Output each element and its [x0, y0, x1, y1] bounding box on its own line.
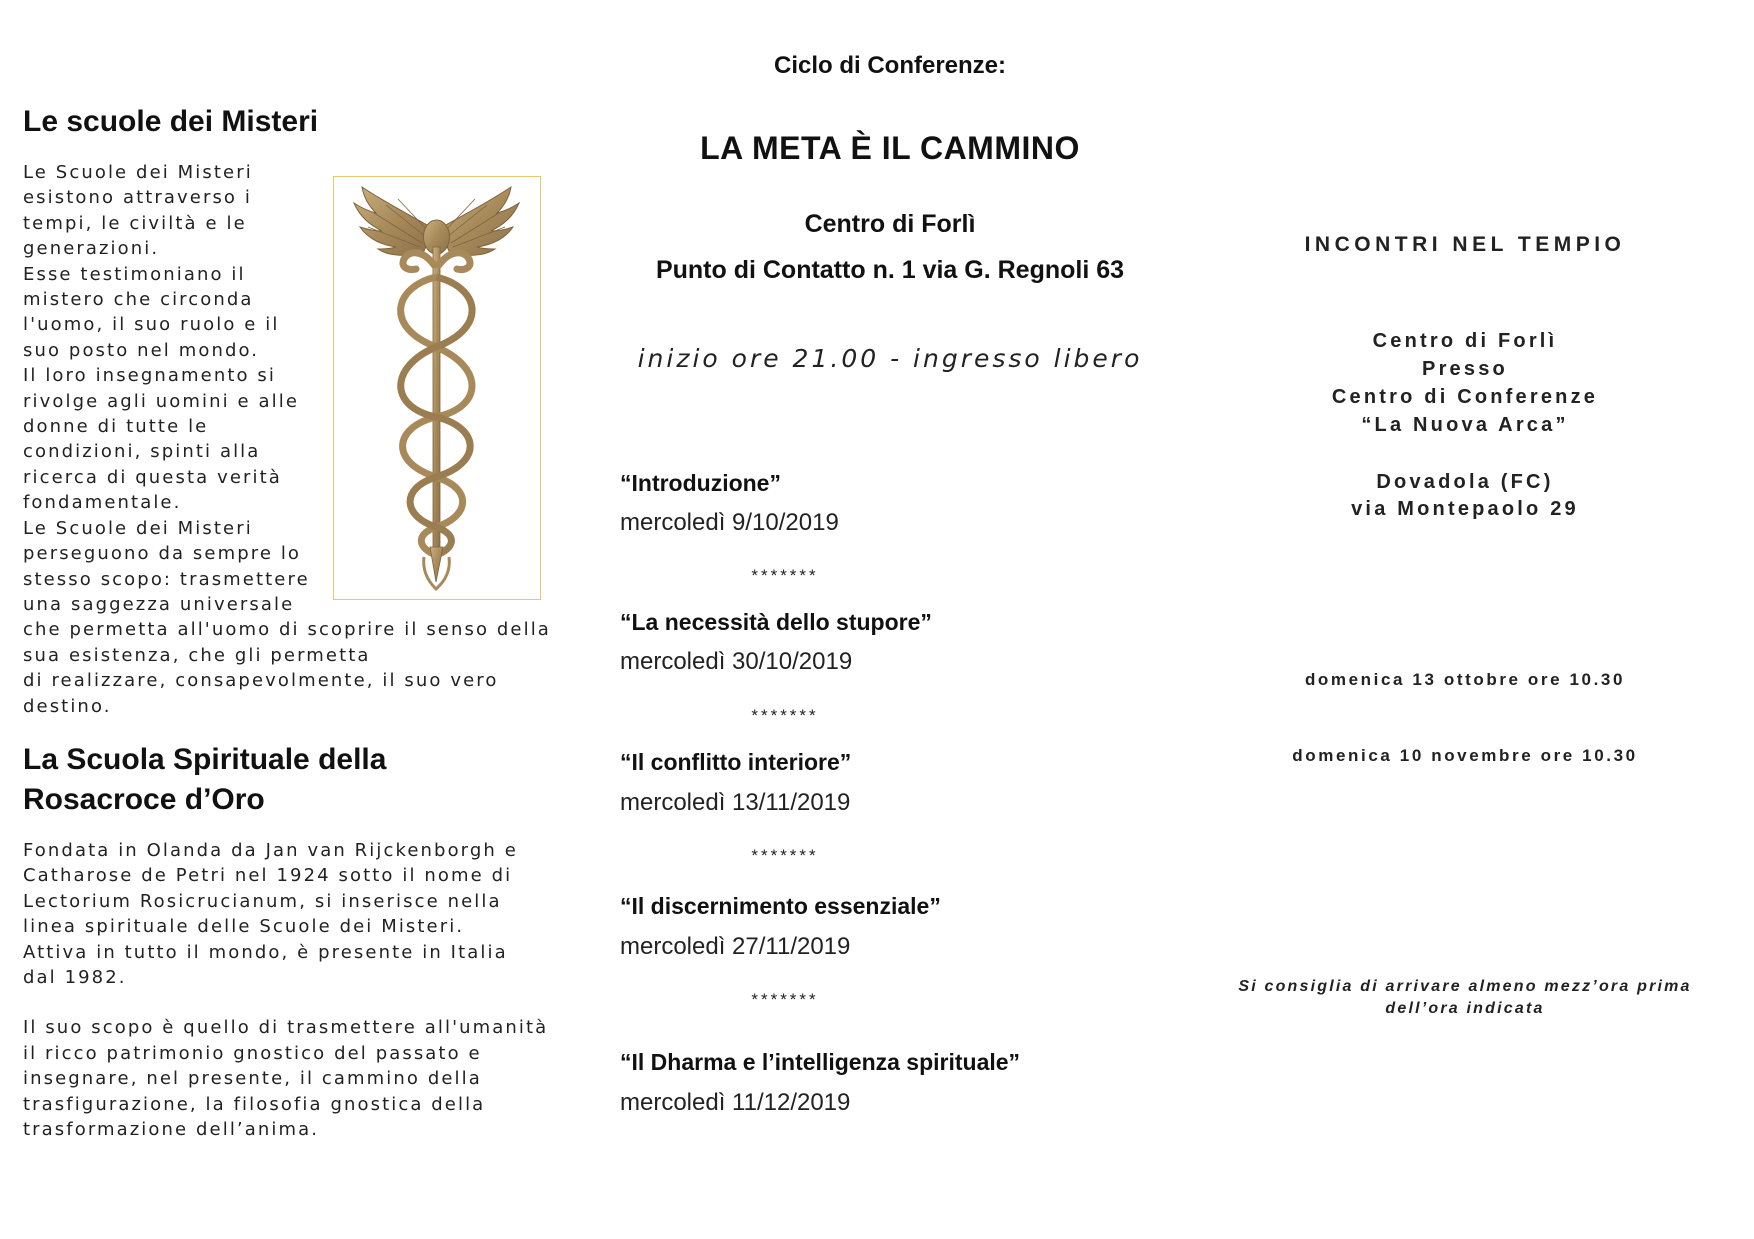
text-line: Fondata in Olanda da Jan van Rijckenborgh e — [23, 840, 518, 861]
text-line: suo posto nel mondo. — [23, 339, 260, 361]
text-line: il ricco patrimonio gnostico del passato e — [23, 1042, 482, 1064]
rosacroce-heading — [23, 740, 386, 820]
venue-line: Dovadola (FC) — [1376, 471, 1554, 493]
heading-line: Rosacroce d’Oro — [23, 783, 265, 816]
text-line: Le Scuole dei Misteri — [23, 517, 253, 539]
separator: ******* — [751, 846, 819, 865]
heading-line: La Scuola Spirituale della — [23, 743, 387, 776]
text-line: Attiva in tutto il mondo, è presente in Italia — [23, 941, 508, 963]
text-line: Esse testimoniano il — [23, 263, 246, 285]
text-line: trasformazione dell’anima. — [23, 1119, 320, 1141]
text-line: sua esistenza, che gli permetta — [23, 644, 371, 666]
text-line: donne di tutte le — [23, 416, 209, 438]
separator: ******* — [751, 566, 819, 585]
caduceus-icon — [334, 177, 539, 598]
text-line: stesso scopo: trasmettere — [23, 568, 310, 590]
text-line: condizioni, spinti alla — [23, 441, 261, 463]
event-title: “Il Dharma e l’intelligenza spirituale” — [620, 1049, 1021, 1075]
venue-line: Presso — [1422, 358, 1508, 380]
event-date: mercoledì 30/10/2019 — [620, 648, 853, 675]
separator: ******* — [751, 990, 819, 1009]
text-line: trasfigurazione, la filosofia gnostica della — [23, 1093, 486, 1115]
text-line: ricerca di questa verità — [23, 466, 282, 488]
sunday-date: domenica 10 novembre ore 10.30 — [1292, 746, 1638, 765]
sunday-date: domenica 13 ottobre ore 10.30 — [1304, 670, 1626, 689]
arrival-note: dell’ora indicata — [1385, 1000, 1545, 1017]
arrival-note: Si consiglia di arrivare almeno mezz’ora prima — [1238, 978, 1692, 995]
event-title: “Il conflitto interiore” — [620, 749, 852, 775]
main-title: LA META È IL CAMMINO — [700, 130, 1080, 166]
text-line: Catharose de Petri nel 1924 sotto il nome di — [23, 865, 513, 887]
text-line: insegnare, nel presente, il cammino della — [23, 1068, 482, 1090]
text-line: perseguono da sempre lo — [23, 543, 302, 565]
event-date: mercoledì 27/11/2019 — [620, 933, 851, 960]
text-line: fondamentale. — [23, 492, 182, 514]
series-label: Ciclo di Conferenze: — [773, 52, 1007, 79]
venue-line: Centro di Forlì — [1372, 330, 1558, 352]
event-date: mercoledì 9/10/2019 — [620, 509, 839, 536]
misteri-heading: Le scuole dei Misteri — [23, 105, 319, 138]
start-time: inizio ore 21.00 - ingresso libero — [637, 344, 1143, 373]
text-line: una saggezza universale — [23, 593, 295, 615]
text-line: generazioni. — [23, 238, 160, 260]
text-line: esistono attraverso i — [23, 187, 252, 209]
event-title: “Introduzione” — [620, 470, 781, 496]
text-line: linea spirituale delle Scuole dei Misteri. — [23, 916, 465, 938]
text-line: destino. — [23, 695, 112, 717]
contact-address: Punto di Contatto n. 1 via G. Regnoli 63 — [655, 256, 1125, 284]
text-line: Le Scuole dei Misteri — [23, 162, 253, 183]
event-title: “La necessità dello stupore” — [620, 609, 932, 635]
venue-line: via Montepaolo 29 — [1351, 498, 1579, 520]
venue-line: “La Nuova Arca” — [1361, 414, 1569, 436]
rosacroce-paragraph — [23, 838, 583, 1142]
text-line: dal 1982. — [23, 967, 127, 989]
text-line: Lectorium Rosicrucianum, si inserisce nella — [23, 890, 502, 912]
text-line: tempi, le civiltà e le — [23, 212, 247, 234]
temple-meetings-heading: INCONTRI NEL TEMPIO — [1304, 233, 1626, 256]
text-line: l'uomo, il suo ruolo e il — [23, 314, 280, 336]
text-line: mistero che circonda — [23, 289, 254, 311]
event-title: “Il discernimento essenziale” — [620, 893, 941, 919]
event-date: mercoledì 13/11/2019 — [620, 789, 851, 816]
venue-line: Centro di Conferenze — [1331, 386, 1599, 408]
text-line: Il loro insegnamento si — [23, 365, 276, 387]
center-name: Centro di Forlì — [804, 210, 976, 238]
text-line: che permetta all'uomo di scoprire il senso della — [23, 619, 551, 641]
text-line: di realizzare, consapevolmente, il suo vero — [23, 670, 499, 692]
caduceus-frame — [333, 176, 541, 600]
text-line: rivolge agli uomini e alle — [23, 390, 300, 412]
event-date: mercoledì 11/12/2019 — [620, 1089, 851, 1116]
separator: ******* — [751, 706, 819, 725]
text-line: Il suo scopo è quello di trasmettere all'umanità — [23, 1017, 549, 1039]
